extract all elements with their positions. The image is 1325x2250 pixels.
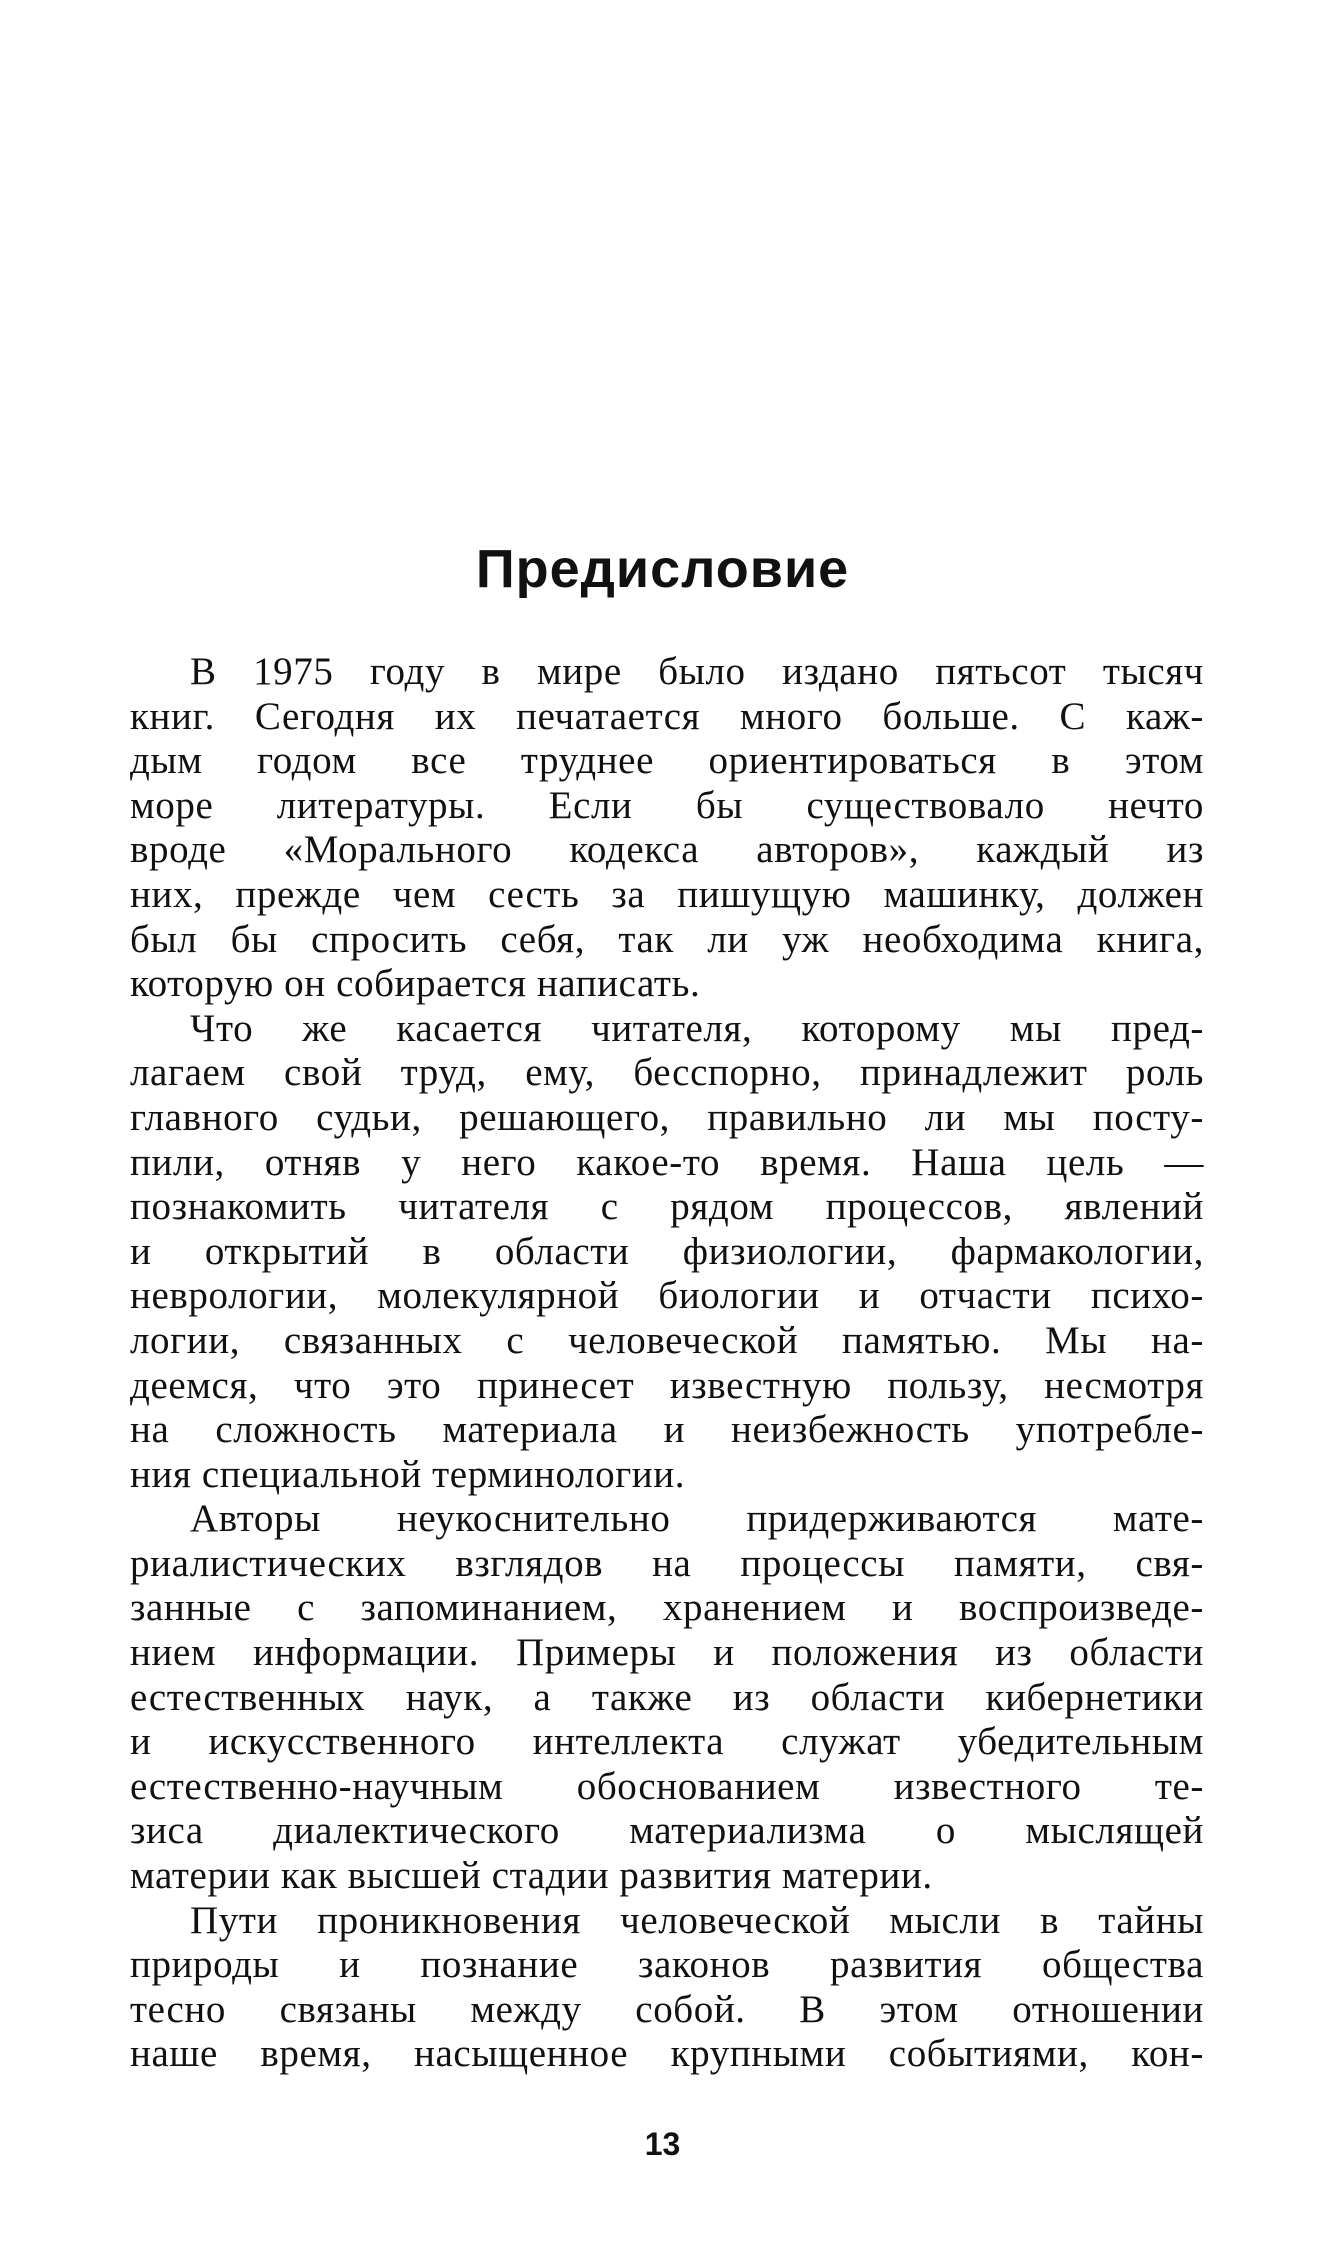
text-line: зиса диалектического материализма о мыслящей [130, 1809, 1204, 1853]
text-line: В 1975 году в мире было издано пятьсот тысяч [190, 650, 1204, 693]
text-line: естественных наук, а также из области кибернетики [130, 1675, 1204, 1719]
text-line: был бы спросить себя, так ли уж необходима книга, [130, 917, 1204, 961]
text-line: риалистических взглядов на процессы памяти, свя- [130, 1541, 1204, 1585]
text-line: природы и познание законов развития общества [130, 1943, 1204, 1987]
text-line: материи как высшей стадии развития материи. [130, 1854, 933, 1898]
text-line: вроде «Морального кодекса авторов», каждый из [130, 828, 1204, 872]
paragraph-1 [130, 650, 1204, 1007]
page-title: Предисловие [475, 539, 850, 599]
text-line: которую он собирается написать. [130, 962, 701, 1006]
text-line: них, прежде чем сесть за пишущую машинку, должен [130, 872, 1204, 916]
paragraph-3 [130, 1497, 1204, 1898]
text-line: лагаем свой труд, ему, бесспорно, принадлежит роль [130, 1051, 1204, 1095]
text-line: наше время, насыщенное крупными событиями, кон- [130, 2032, 1204, 2076]
text-line: тесно связаны между собой. В этом отношении [130, 1987, 1204, 2031]
text-line: познакомить читателя с рядом процессов, явлений [130, 1185, 1204, 1229]
text-line: естественно-научным обоснованием известного те- [130, 1764, 1204, 1808]
paragraph-2 [130, 1007, 1204, 1498]
text-line: занные с запоминанием, хранением и воспроизведе- [130, 1586, 1204, 1630]
paragraph-4 [130, 1899, 1204, 2077]
text-line: нием информации. Примеры и положения из области [130, 1631, 1204, 1675]
body-text [130, 650, 1204, 2077]
text-line: дым годом все труднее ориентироваться в этом [130, 739, 1204, 783]
text-line: и искусственного интеллекта служат убедительным [130, 1720, 1204, 1764]
text-line: главного судьи, решающего, правильно ли мы посту- [130, 1095, 1204, 1139]
page-number: 13 [644, 2126, 681, 2162]
text-line: неврологии, молекулярной биологии и отчасти психо- [130, 1274, 1204, 1318]
text-line: Что же касается читателя, которому мы пред- [190, 1006, 1204, 1050]
text-line: деемся, что это принесет известную пользу, несмотря [130, 1363, 1204, 1407]
text-line: Пути проникновения человеческой мысли в тайны [190, 1898, 1204, 1942]
text-line: книг. Сегодня их печатается много больше. С каж- [130, 694, 1204, 738]
text-line: Авторы неукоснительно придерживаются мате- [190, 1497, 1204, 1541]
text-line: ния специальной терминологии. [130, 1452, 686, 1496]
text-line: на сложность материала и неизбежность употребле- [130, 1408, 1204, 1452]
text-line: логии, связанных с человеческой памятью. Мы на- [130, 1318, 1204, 1362]
text-line: и открытий в области физиологии, фармакологии, [130, 1229, 1204, 1273]
text-line: море литературы. Если бы существовало нечто [130, 783, 1204, 827]
text-line: пили, отняв у него какое-то время. Наша цель — [130, 1140, 1204, 1184]
